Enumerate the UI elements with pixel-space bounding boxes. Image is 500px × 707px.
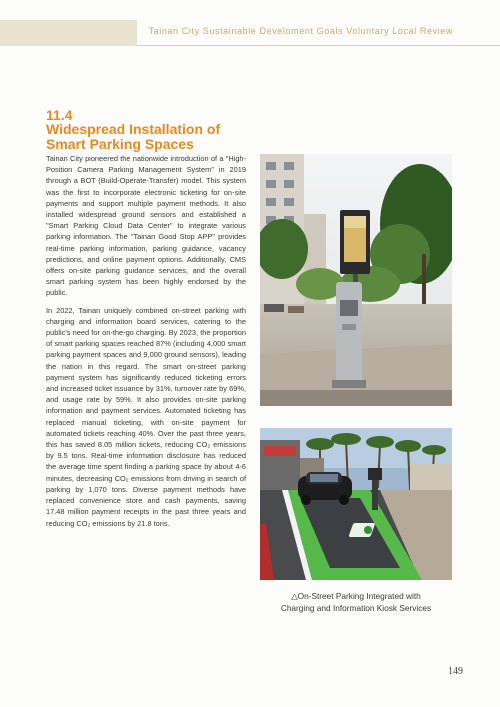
paragraph: In 2022, Tainan uniquely combined on-street parking with charging and information board services, catering to the public's need for on-the-go charging. By 2023, the proportion of smart parking spaces reached 87% (including 4,000 smart parking payment spaces and 9,000 ground sensors), leading the nation in this regard. The smart on-street parking payment system has significantly reduced ticketing errors and increased ticket issuance by 31%, turnover rate by 69%, and usage rate by 59%. It also provides on-site parking information and payment services. Automated ticketing has replaced manual ticketing, with on-site payment for automated tickets reaching 40%. Over the past three years, this has saved 8.05 million tickets, reducing CO₂ emissions by 9.5 tons. Real-time information disclosure has reduced the average time spent finding a parking space by about 4-6 minutes, decreasing CO₂ emissions from driving in search of parking by 1,070 tons. Diverse payment methods have replaced convenience store and cash payments, saving 17.48 million payment receipts in the past three years and reducing CO₂ emissions by 21.8 tons. — [46, 305, 246, 528]
header-rule — [137, 45, 500, 46]
paragraph: Tainan City pioneered the nationwide introduction of a "High-Position Camera Parking Management System" in 2019 through a BOT (Build-Operate-Transfer) model. This system was the first to incorporate electronic ticketing for on-site payments and support multiple payment methods. It also installed widespread ground sensors and established a "Smart Parking Cloud Data Center" to integrate various parking information. The "Tainan Good Stop APP" provides real-time parking information, parking guidance, vacancy predictions, and online payment options. Additionally, CMS offers on-site parking guidance services, and the overall smart parking system has been highly endorsed by the public. — [46, 154, 246, 298]
section-number: 11.4 — [46, 107, 73, 123]
running-header: Tainan City Sustainable Develoment Goals Voluntary Local Review — [148, 26, 453, 36]
kiosk-illustration — [260, 154, 452, 406]
caption-line: Charging and Information Kiosk Services — [280, 602, 432, 613]
page-number: 149 — [448, 666, 463, 677]
street-parking-illustration — [260, 428, 452, 580]
kiosk-photo — [260, 154, 452, 406]
street-parking-photo — [260, 428, 452, 580]
header-accent-bar — [0, 20, 137, 46]
body-text — [46, 153, 246, 535]
section-title: Widespread Installation of Smart Parking Spaces — [46, 121, 221, 152]
photo-caption — [252, 591, 460, 614]
caption-line: △On-Street Parking Integrated with — [291, 591, 421, 601]
